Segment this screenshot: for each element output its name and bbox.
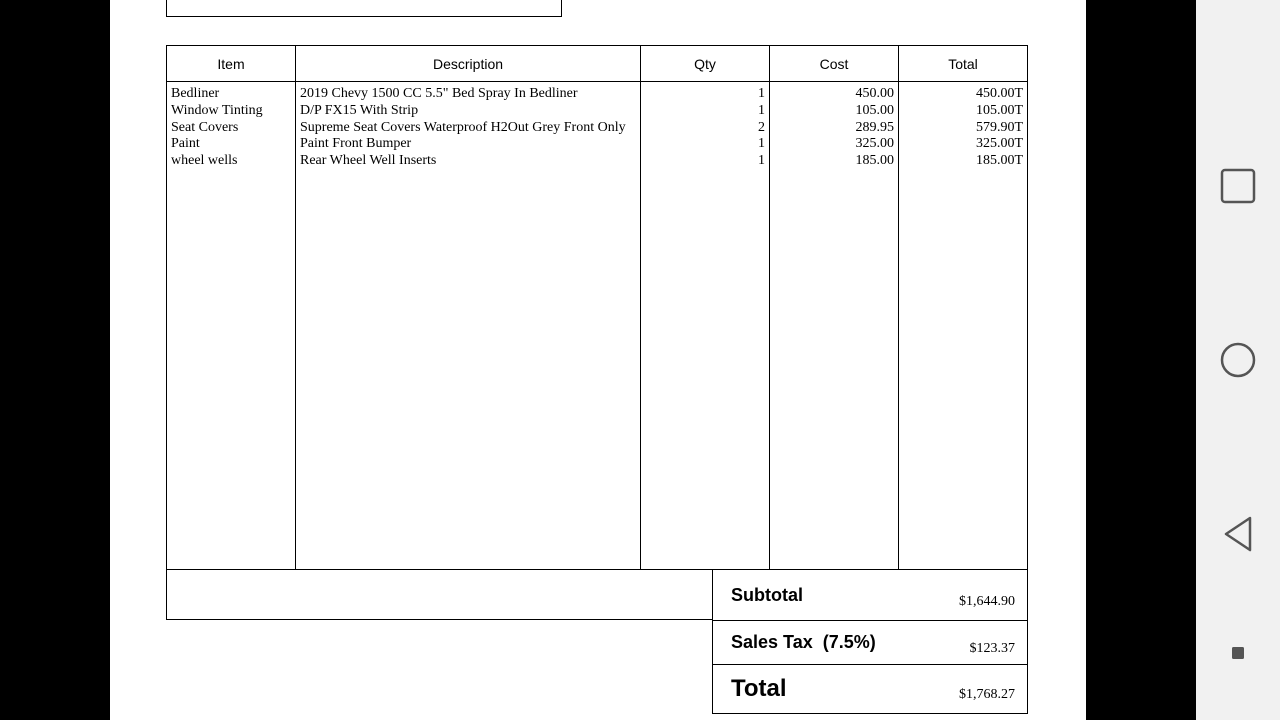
row-qty: 1 [758, 86, 765, 101]
cost-header: Cost [770, 46, 898, 82]
qty-column [641, 46, 770, 569]
row-qty: 1 [758, 153, 765, 169]
item-header: Item [167, 46, 295, 82]
row-total: 579.90T [975, 119, 1023, 135]
sales-tax-box [712, 620, 1028, 665]
total-column [899, 46, 1027, 569]
description-header: Description [296, 46, 640, 82]
item-column-body [167, 82, 295, 170]
row-description: Rear Wheel Well Inserts [300, 153, 437, 169]
home-icon[interactable] [1218, 340, 1258, 380]
invoice-document [110, 0, 1086, 720]
stop-icon[interactable] [1218, 633, 1258, 673]
cost-column [770, 46, 899, 569]
description-column-body [296, 82, 640, 170]
row-qty: 1 [758, 102, 765, 118]
row-item: Window Tinting [171, 102, 263, 118]
recent-apps-icon[interactable] [1218, 166, 1258, 206]
back-icon[interactable] [1218, 514, 1258, 554]
qty-column-body [641, 82, 769, 170]
grand-total-label: Total [731, 675, 787, 702]
previous-section-box [166, 0, 562, 17]
notes-box [166, 569, 713, 620]
row-description: 2019 Chevy 1500 CC 5.5" Bed Spray In Bedliner [300, 86, 578, 101]
row-description: D/P FX15 With Strip [300, 102, 419, 118]
description-column [296, 46, 641, 569]
grand-total-value: $1,768.27 [959, 687, 1015, 702]
cost-column-body [770, 82, 898, 170]
sales-tax-label: Sales Tax (7.5%) [731, 632, 876, 652]
row-total: 105.00T [975, 102, 1023, 118]
row-description: Paint Front Bumper [300, 136, 412, 152]
row-item: wheel wells [171, 153, 238, 169]
qty-header: Qty [641, 46, 769, 82]
system-navigation-bar [1196, 0, 1280, 720]
subtotal-box [712, 569, 1028, 621]
row-item: Paint [171, 136, 200, 152]
total-header: Total [899, 46, 1027, 82]
row-total: 450.00T [975, 86, 1023, 101]
row-item: Bedliner [171, 86, 220, 101]
row-cost: 450.00 [855, 86, 894, 101]
row-cost: 325.00 [855, 136, 894, 152]
sales-tax-value: $123.37 [969, 641, 1015, 656]
items-table [166, 45, 1028, 570]
row-total: 185.00T [975, 153, 1023, 169]
row-qty: 2 [758, 119, 765, 135]
grand-total-box [712, 664, 1028, 714]
total-column-body [899, 82, 1027, 170]
row-qty: 1 [758, 136, 765, 152]
row-total: 325.00T [975, 136, 1023, 152]
item-column [167, 46, 296, 569]
row-cost: 185.00 [855, 153, 894, 169]
row-description: Supreme Seat Covers Waterproof H2Out Grey Front Only [300, 119, 626, 135]
subtotal-value: $1,644.90 [959, 594, 1015, 609]
row-item: Seat Covers [171, 119, 239, 135]
row-cost: 105.00 [855, 102, 894, 118]
subtotal-label: Subtotal [731, 585, 803, 605]
row-cost: 289.95 [855, 119, 894, 135]
